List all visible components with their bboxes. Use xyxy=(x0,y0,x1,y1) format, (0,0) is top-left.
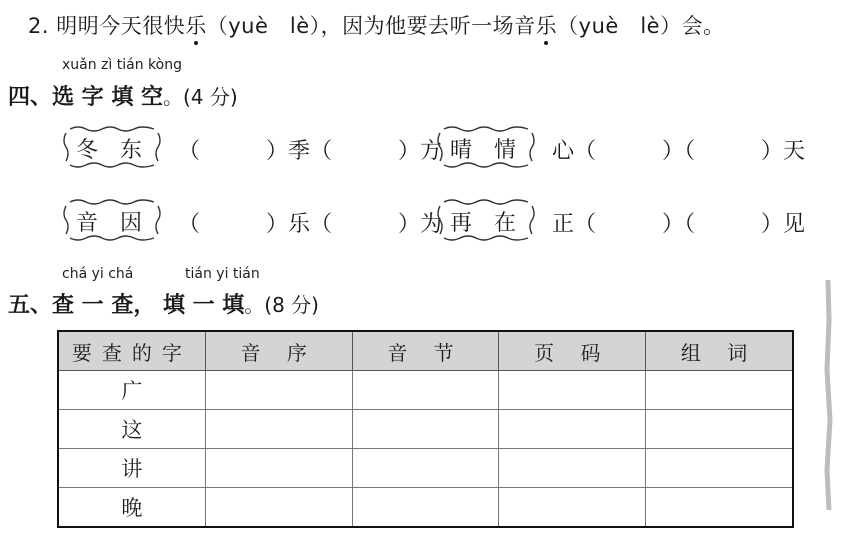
section5-title: 五、查 一 查， 填 一 填 xyxy=(8,293,245,318)
lookup-table xyxy=(57,330,794,528)
blanks-row1-a: （ ）季（ ）方 xyxy=(178,139,443,164)
answer-cell[interactable] xyxy=(352,449,499,488)
header-word: 组 词 xyxy=(646,331,793,371)
answer-cell[interactable] xyxy=(205,449,352,488)
section5-score: 。(8 分) xyxy=(244,293,319,317)
answer-cell[interactable] xyxy=(352,371,499,410)
section4-heading xyxy=(8,80,238,111)
answer-cell[interactable] xyxy=(646,371,793,410)
section4-title: 四、选 字 填 空 xyxy=(8,85,163,110)
answer-cell[interactable] xyxy=(352,488,499,528)
blanks-row2-b: 正（ ）（ ）见 xyxy=(552,212,806,237)
table-row xyxy=(58,488,793,528)
question-2 xyxy=(28,10,725,40)
blanks-row1-b: 心（ ）（ ）天 xyxy=(552,139,806,164)
answer-cell[interactable] xyxy=(646,410,793,449)
dotted-char-1: 乐 xyxy=(185,14,207,38)
page-edge-shadow xyxy=(822,280,834,510)
header-syllable: 音 节 xyxy=(352,331,499,371)
row-char: 晚 xyxy=(58,488,205,528)
answer-cell[interactable] xyxy=(646,449,793,488)
header-char: 要查的字 xyxy=(58,331,205,371)
choice-box-3-chars: 音 因 xyxy=(76,211,143,236)
answer-cell[interactable] xyxy=(499,371,646,410)
header-page: 页 码 xyxy=(499,331,646,371)
section4-score: 。(4 分) xyxy=(162,85,238,109)
section4-pinyin: xuǎn zì tián kòng xyxy=(62,57,182,73)
answer-cell[interactable] xyxy=(646,488,793,528)
choice-box-1-chars: 冬 东 xyxy=(76,138,143,163)
row-char: 讲 xyxy=(58,449,205,488)
choice-box-1 xyxy=(62,125,162,169)
dotted-char-2: 乐 xyxy=(535,14,558,38)
section5-pinyin-2: tián yi tián xyxy=(185,266,260,282)
table-header-row xyxy=(58,331,793,371)
answer-cell[interactable] xyxy=(352,410,499,449)
choice-box-4 xyxy=(436,198,536,242)
table-row xyxy=(58,449,793,488)
table-row xyxy=(58,410,793,449)
choice-box-2-chars: 晴 情 xyxy=(450,138,517,163)
answer-cell[interactable] xyxy=(499,449,646,488)
section5-pinyin-1: chá yi chá xyxy=(62,266,134,282)
question-text-part3: （yuè lè）会。 xyxy=(557,14,725,38)
blanks-row2-a: （ ）乐（ ）为 xyxy=(178,212,443,237)
section5-heading xyxy=(8,288,319,319)
question-text-part1: 明明今天很快 xyxy=(56,14,186,38)
answer-cell[interactable] xyxy=(499,488,646,528)
row-char: 这 xyxy=(58,410,205,449)
answer-cell[interactable] xyxy=(205,488,352,528)
question-number: 2. xyxy=(28,14,50,38)
answer-cell[interactable] xyxy=(205,410,352,449)
table-row xyxy=(58,371,793,410)
question-text-part2: （yuè lè），因为他要去听一场音 xyxy=(206,14,536,38)
choice-box-4-chars: 再 在 xyxy=(450,211,517,236)
answer-cell[interactable] xyxy=(205,371,352,410)
header-initial: 音 序 xyxy=(205,331,352,371)
answer-cell[interactable] xyxy=(499,410,646,449)
choice-box-2 xyxy=(436,125,536,169)
row-char: 广 xyxy=(58,371,205,410)
choice-box-3 xyxy=(62,198,162,242)
